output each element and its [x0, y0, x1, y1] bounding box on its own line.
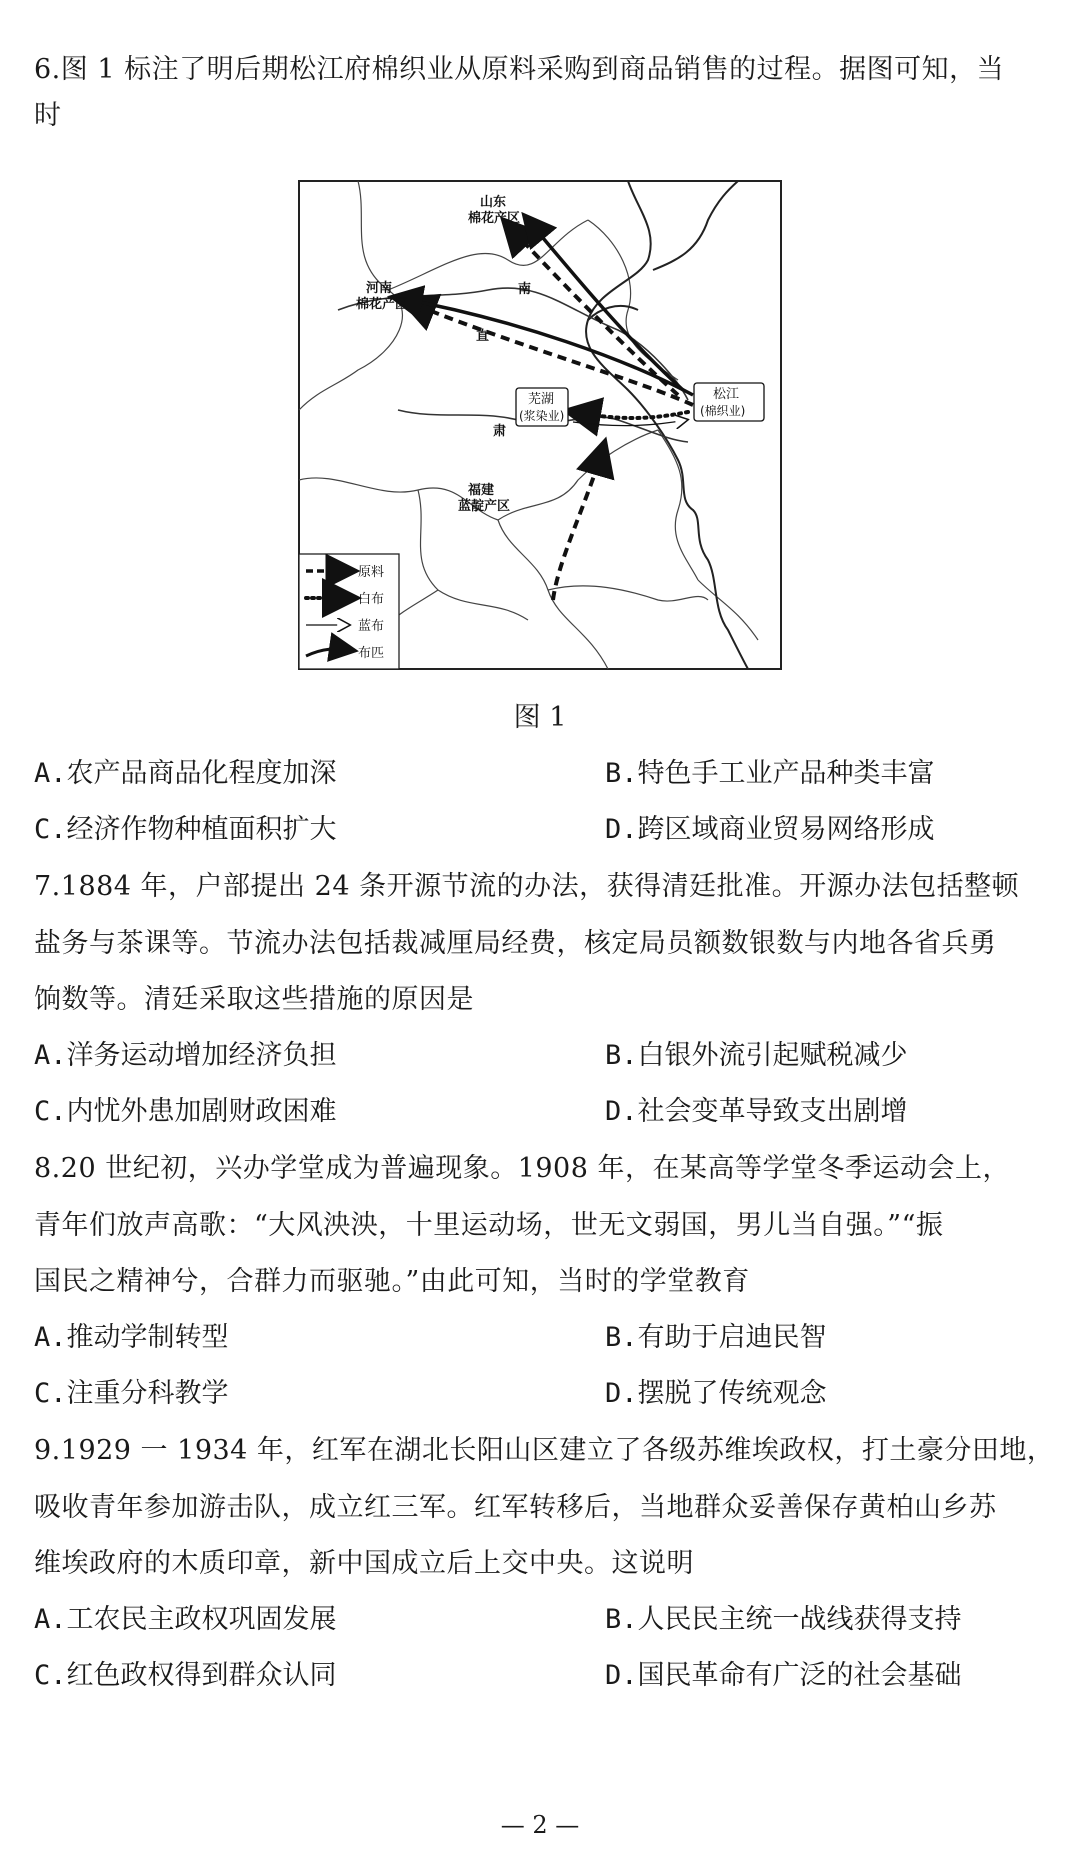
q6-stem-line-2: 时 — [34, 100, 62, 131]
q7-option-a[interactable]: A.洋务运动增加经济负担 — [34, 1040, 337, 1071]
shandong-label: 山东 — [480, 195, 507, 210]
q9-stem-line-2: 吸收青年参加游击队，成立红三军。红军转移后，当地群众妥善保存黄柏山乡苏 — [34, 1492, 997, 1523]
q6-option-d[interactable]: D.跨区域商业贸易网络形成 — [605, 814, 935, 845]
q9-option-c[interactable]: C.红色政权得到群众认同 — [34, 1660, 337, 1691]
q7-stem-line-1: 7.1884 年，户部提出 24 条开源节流的办法，获得清廷批准。开源办法包括整顿 — [34, 871, 1020, 902]
legend-white-label: 白布 — [358, 592, 385, 607]
q6-option-b[interactable]: B.特色手工业产品种类丰富 — [605, 758, 935, 789]
fujian-label: 福建 — [468, 483, 495, 498]
fujian-sub-label: 蓝靛产区 — [458, 499, 511, 514]
q7-option-b[interactable]: B.白银外流引起赋税减少 — [605, 1040, 908, 1071]
figure-caption: 图 1 — [513, 702, 567, 733]
legend-cloth-label: 布匹 — [358, 646, 385, 661]
legend-blue-label: 蓝布 — [358, 619, 385, 634]
henan-label: 河南 — [366, 281, 393, 296]
q8-stem-line-2: 青年们放声高歌：“大风泱泱，十里运动场，世无文弱国，男儿当自强。”“振 — [34, 1210, 944, 1241]
henan-sub-label: 棉花产区 — [356, 297, 409, 312]
wuhu-sub-label: (浆染业) — [519, 409, 565, 423]
q6-stem-line-1: 6.图 1 标注了明后期松江府棉织业从原料采购到商品销售的过程。据图可知，当 — [34, 54, 1005, 85]
q9-option-a[interactable]: A.工农民主政权巩固发展 — [34, 1604, 337, 1635]
river-char-nan: 南 — [518, 282, 532, 297]
river-char-zhi: 直 — [476, 329, 490, 344]
q7-option-c[interactable]: C.内忧外患加剧财政困难 — [34, 1096, 337, 1127]
q9-stem-line-3: 维埃政府的木质印章，新中国成立后上交中央。这说明 — [34, 1548, 694, 1579]
q8-stem-line-3: 国民之精神兮，合群力而驱驰。”由此可知，当时的学堂教育 — [34, 1266, 750, 1297]
river-char-su: 肃 — [493, 424, 507, 439]
q8-option-b[interactable]: B.有助于启迪民智 — [605, 1322, 827, 1353]
q7-stem-line-2: 盐务与茶课等。节流办法包括裁减厘局经费，核定局员额数银数与内地各省兵勇 — [34, 928, 997, 959]
q9-stem-line-1: 9.1929 一 1934 年，红军在湖北长阳山区建立了各级苏维埃政权，打土豪分田地， — [34, 1435, 1055, 1466]
songjiang-sub-label: (棉织业) — [700, 404, 746, 418]
songjiang-label: 松江 — [713, 387, 740, 402]
shandong-sub-label: 棉花产区 — [468, 211, 521, 226]
q6-option-c[interactable]: C.经济作物种植面积扩大 — [34, 814, 337, 845]
q8-option-c[interactable]: C.注重分科教学 — [34, 1378, 229, 1409]
q7-option-d[interactable]: D.社会变革导致支出剧增 — [605, 1096, 908, 1127]
q7-stem-line-3: 饷数等。清廷采取这些措施的原因是 — [34, 984, 474, 1015]
q9-option-d[interactable]: D.国民革命有广泛的社会基础 — [605, 1660, 962, 1691]
q8-option-a[interactable]: A.推动学制转型 — [34, 1322, 229, 1353]
legend-raw-label: 原料 — [358, 565, 385, 580]
q8-option-d[interactable]: D.摆脱了传统观念 — [605, 1378, 827, 1409]
wuhu-label: 芜湖 — [528, 392, 555, 407]
q6-option-a[interactable]: A.农产品商品化程度加深 — [34, 758, 337, 789]
page-number: — 2 — — [500, 1811, 580, 1839]
q8-stem-line-1: 8.20 世纪初，兴办学堂成为普遍现象。1908 年，在某高等学堂冬季运动会上， — [34, 1153, 1010, 1184]
q9-option-b[interactable]: B.人民民主统一战线获得支持 — [605, 1604, 962, 1635]
map-legend — [299, 554, 399, 669]
figure-1-map — [298, 180, 782, 670]
